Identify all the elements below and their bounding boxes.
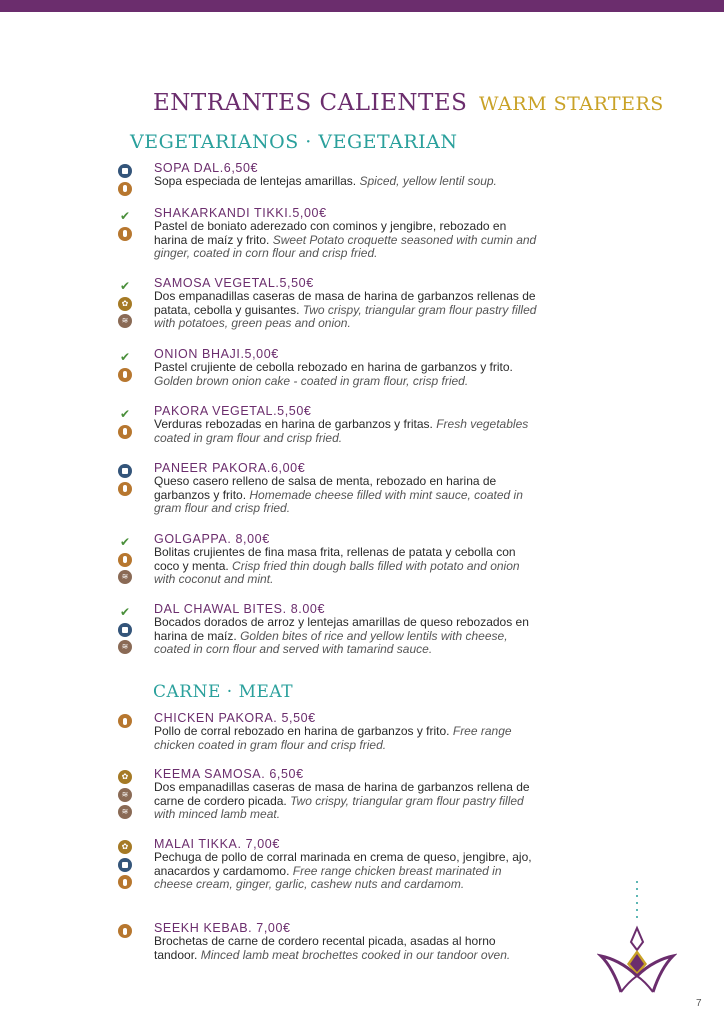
nuts-icon: ✿ — [118, 840, 132, 854]
allergen-icons — [118, 924, 134, 942]
item-description-en: Golden bites of rice and yellow lentils with cheese, coated in corn flour and served with tamarind sauce. — [154, 628, 508, 656]
wheat-icon: ≋ — [118, 805, 132, 819]
item-description-en: Two crispy, triangular gram flour pastry filled with minced lamb meat. — [154, 793, 524, 821]
item-description-es: Brochetas de carne de cordero recental picada, asadas al horno tandoor. — [154, 934, 496, 962]
title-english: WARM STARTERS — [478, 93, 664, 115]
menu-item — [118, 206, 538, 261]
wheat-icon: ≋ — [118, 570, 132, 584]
item-name: MALAI TIKKA. 7,00€ — [154, 837, 280, 851]
vegan-leaf-icon: ✔ — [119, 535, 131, 549]
nuts-icon: ✿ — [118, 770, 132, 784]
allergen-icons — [118, 605, 134, 658]
menu-item — [118, 767, 538, 822]
menu-item — [118, 276, 538, 331]
gluten-icon — [118, 924, 132, 938]
allergen-icons — [118, 840, 134, 893]
title-spanish: ENTRANTES CALIENTES — [153, 90, 468, 116]
item-description-es: Queso casero relleno de salsa de menta, rebozado en harina de garbanzos y frito. — [154, 474, 497, 502]
lotus-ornament-icon — [597, 880, 677, 1000]
vegan-leaf-icon: ✔ — [119, 407, 131, 421]
gluten-icon — [118, 368, 132, 382]
vegan-leaf-icon: ✔ — [119, 605, 131, 619]
top-color-band — [0, 0, 724, 12]
item-name: PANEER PAKORA.6,00€ — [154, 461, 306, 475]
wheat-icon: ≋ — [118, 788, 132, 802]
item-description-en: Fresh vegetables coated in gram flour and crisp fried. — [154, 417, 529, 445]
wheat-icon: ≋ — [118, 314, 132, 328]
gluten-icon — [118, 227, 132, 241]
menu-item — [118, 532, 538, 587]
allergen-icons — [118, 279, 134, 332]
vegan-leaf-icon: ✔ — [119, 279, 131, 293]
allergen-icons — [118, 350, 134, 385]
gluten-icon — [118, 553, 132, 567]
item-name: ONION BHAJI.5,00€ — [154, 347, 279, 361]
allergen-icons — [118, 535, 134, 588]
page-number: 7 — [696, 998, 702, 1009]
item-name: KEEMA SAMOSA. 6,50€ — [154, 767, 304, 781]
item-description-en: Two crispy, triangular gram flour pastry filled with potatoes, green peas and onion. — [154, 302, 537, 330]
item-name: SEEKH KEBAB. 7,00€ — [154, 921, 291, 935]
item-name: SHAKARKANDI TIKKI.5,00€ — [154, 206, 327, 220]
allergen-icons — [118, 464, 134, 499]
menu-item — [118, 404, 538, 445]
item-name: DAL CHAWAL BITES. 8.00€ — [154, 602, 326, 616]
item-description-es: Sopa especiada de lentejas amarillas. — [154, 174, 357, 188]
item-description-en: Free range chicken breast marinated in cheese cream, ginger, garlic, cashew nuts and cardamom. — [154, 863, 502, 891]
allergen-icons — [118, 770, 134, 823]
item-description-es: Pastel de boniato aderezado con cominos y jengibre, rebozado en harina de maíz y frito. — [154, 219, 507, 247]
item-name: SOPA DAL.6,50€ — [154, 161, 259, 175]
menu-item — [118, 711, 538, 752]
dairy-icon — [118, 623, 132, 637]
menu-item — [118, 161, 538, 189]
gluten-icon — [118, 875, 132, 889]
nuts-icon: ✿ — [118, 297, 132, 311]
item-description-es: Pechuga de pollo de corral marinada en crema de queso, jengibre, ajo, anacardos y cardamomo. — [154, 850, 532, 878]
item-description-en: Spiced, yellow lentil soup. — [359, 174, 497, 188]
dairy-icon — [118, 164, 132, 178]
dairy-icon — [118, 858, 132, 872]
menu-item — [118, 347, 538, 388]
item-name: SAMOSA VEGETAL.5,50€ — [154, 276, 314, 290]
menu-item — [118, 602, 538, 657]
allergen-icons — [118, 407, 134, 442]
gluten-icon — [118, 425, 132, 439]
vegan-leaf-icon: ✔ — [119, 209, 131, 223]
gluten-icon — [118, 482, 132, 496]
item-description-en: Minced lamb meat brochettes cooked in our tandoor oven. — [200, 947, 511, 962]
item-description-es: Pollo de corral rebozado en harina de garbanzos y frito. — [154, 724, 450, 738]
item-description-es: Pastel crujiente de cebolla rebozado en harina de garbanzos y frito. — [154, 360, 513, 374]
item-name: GOLGAPPA. 8,00€ — [154, 532, 270, 546]
dairy-icon — [118, 464, 132, 478]
gluten-icon — [118, 714, 132, 728]
item-name: CHICKEN PAKORA. 5,50€ — [154, 711, 316, 725]
item-description-es: Bolitas crujientes de fina masa frita, rellenas de patata y cebolla con coco y menta. — [154, 545, 516, 573]
item-description-es: Dos empanadillas caseras de masa de harina de garbanzos rellenas de patata, cebolla y guisantes. — [154, 289, 536, 317]
item-description-en: Sweet Potato croquette seasoned with cumin and ginger, coated in corn flour and crisp fried. — [154, 232, 537, 260]
page-title — [153, 90, 664, 116]
menu-item — [118, 921, 538, 962]
item-description-en: Free range chicken coated in gram flour and crisp fried. — [154, 724, 512, 752]
menu-item — [118, 461, 538, 516]
wheat-icon: ≋ — [118, 640, 132, 654]
menu-item — [118, 837, 538, 892]
item-description-es: Bocados dorados de arroz y lentejas amarillas de queso rebozados en harina de maíz. — [154, 615, 529, 643]
allergen-icons — [118, 209, 134, 244]
gluten-icon — [118, 182, 132, 196]
item-description-es: Dos empanadillas caseras de masa de harina de garbanzos rellena de carne de cordero picada. — [154, 780, 530, 808]
item-name: PAKORA VEGETAL.5,50€ — [154, 404, 312, 418]
item-description-en: Crisp fried thin dough balls filled with potato and onion with coconut and mint. — [154, 558, 520, 586]
item-description-es: Verduras rebozadas en harina de garbanzos y fritas. — [154, 417, 433, 431]
allergen-icons — [118, 164, 134, 199]
section-heading-meat: CARNE · MEAT — [153, 682, 294, 702]
vegan-leaf-icon: ✔ — [119, 350, 131, 364]
item-description-en: Homemade cheese filled with mint sauce, coated in gram flour and crisp fried. — [154, 487, 523, 515]
allergen-icons — [118, 714, 134, 732]
item-description-en: Golden brown onion cake - coated in gram flour, crisp fried. — [154, 373, 469, 388]
section-heading-vegetarian: VEGETARIANOS · VEGETARIAN — [130, 131, 458, 153]
